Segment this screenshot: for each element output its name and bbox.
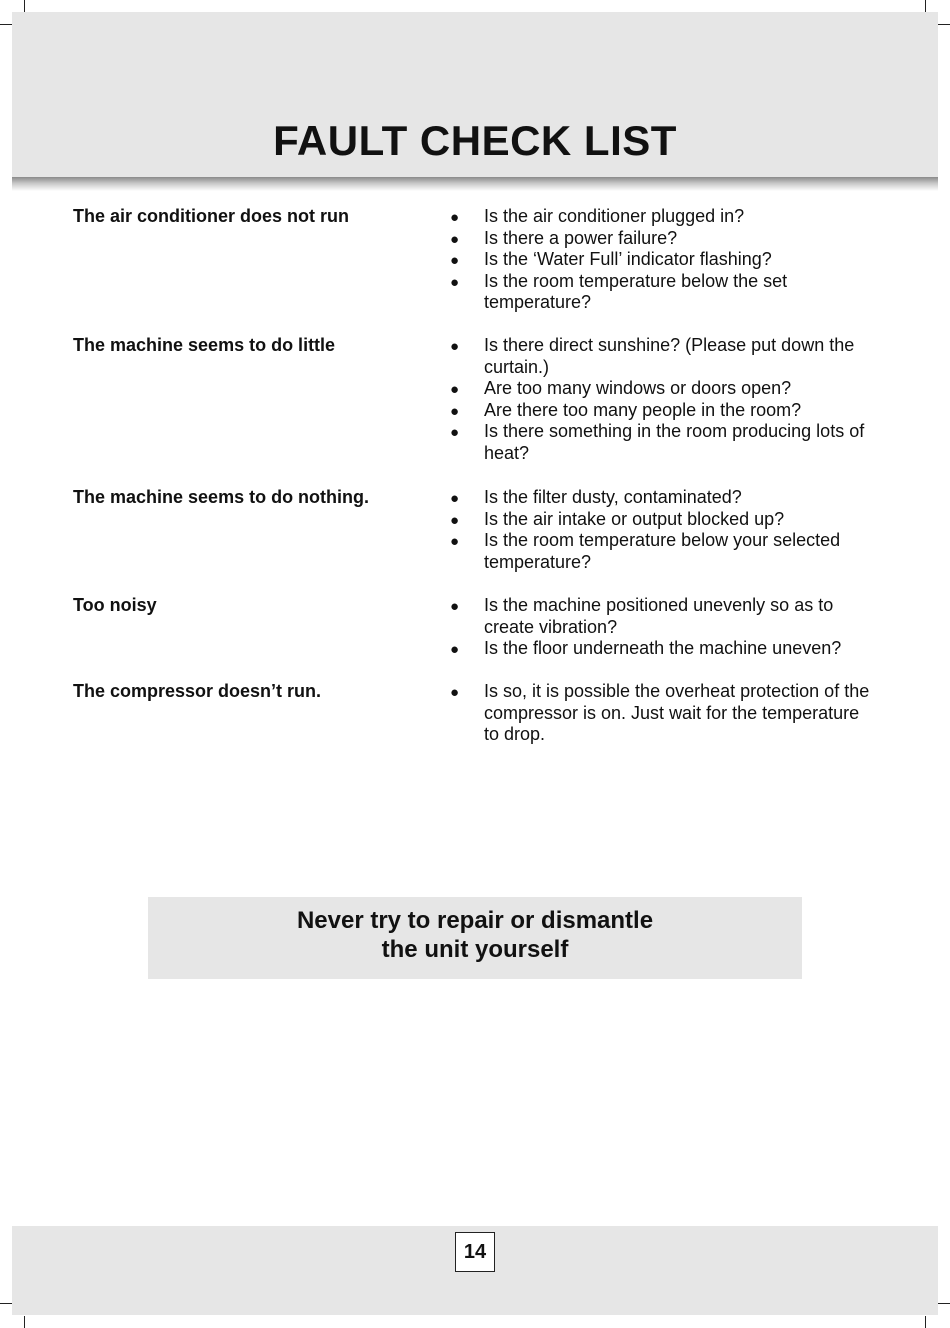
bullet-icon: ● bbox=[450, 338, 460, 355]
crop-mark bbox=[24, 0, 25, 12]
check-item bbox=[450, 509, 880, 531]
check-text: Is there a power failure? bbox=[484, 227, 678, 248]
bullet-icon: ● bbox=[450, 598, 460, 615]
check-item bbox=[450, 595, 874, 638]
check-list bbox=[450, 487, 880, 573]
check-text: Are too many windows or doors open? bbox=[484, 378, 792, 398]
bullet-icon: ● bbox=[450, 533, 460, 550]
bullet-icon: ● bbox=[450, 424, 460, 441]
bullet-icon: ● bbox=[450, 209, 460, 226]
check-item bbox=[450, 271, 824, 314]
check-item bbox=[450, 206, 880, 228]
fault-label: Too noisy bbox=[73, 595, 157, 615]
check-item bbox=[450, 530, 884, 573]
check-text: Is the room temperature below your selected temperature? bbox=[484, 530, 841, 572]
bullet-icon: ● bbox=[450, 490, 460, 507]
check-item bbox=[450, 400, 880, 422]
warning-line-1: Never try to repair or dismantle bbox=[296, 907, 654, 934]
check-item bbox=[450, 487, 880, 509]
page-title: FAULT CHECK LIST bbox=[273, 117, 677, 164]
check-text: Is the ‘Water Full’ indicator flashing? bbox=[484, 249, 772, 269]
check-text: Is the air conditioner plugged in? bbox=[484, 206, 745, 226]
check-text: Is the filter dusty, contaminated? bbox=[484, 487, 742, 507]
crop-mark bbox=[925, 0, 926, 12]
check-item bbox=[450, 335, 864, 378]
check-text: Is the machine positioned unevenly so as to create vibration? bbox=[484, 595, 834, 637]
crop-mark bbox=[0, 1303, 12, 1304]
check-item bbox=[450, 228, 880, 250]
header-shadow bbox=[12, 177, 938, 191]
check-text: Is there something in the room producing lots of heat? bbox=[484, 421, 865, 463]
bullet-icon: ● bbox=[450, 641, 460, 658]
crop-mark bbox=[925, 1316, 926, 1328]
check-list bbox=[450, 681, 880, 746]
bullet-icon: ● bbox=[450, 381, 460, 398]
check-list bbox=[450, 335, 880, 464]
bullet-icon: ● bbox=[450, 230, 460, 248]
crop-mark bbox=[938, 1303, 950, 1304]
check-text: Is the air intake or output blocked up? bbox=[484, 508, 785, 529]
warning-box bbox=[148, 897, 802, 979]
check-list bbox=[450, 595, 880, 660]
bullet-icon: ● bbox=[450, 511, 460, 529]
crop-mark bbox=[0, 24, 12, 25]
check-item bbox=[450, 681, 879, 746]
bullet-icon: ● bbox=[450, 684, 460, 701]
bullet-icon: ● bbox=[450, 402, 460, 420]
check-item bbox=[450, 249, 880, 271]
check-text: Are there too many people in the room? bbox=[484, 399, 802, 420]
fault-label: The machine seems to do little bbox=[73, 335, 336, 355]
check-text: Is the room temperature below the set temperature? bbox=[484, 270, 788, 312]
check-text: Is the floor underneath the machine uneven? bbox=[484, 638, 842, 658]
check-list bbox=[450, 206, 880, 314]
fault-label: The air conditioner does not run bbox=[73, 206, 350, 226]
fault-label: The machine seems to do nothing. bbox=[73, 487, 370, 507]
bullet-icon: ● bbox=[450, 252, 460, 269]
bullet-icon: ● bbox=[450, 273, 460, 291]
crop-mark bbox=[938, 24, 950, 25]
check-item bbox=[450, 421, 884, 464]
check-text: Is there direct sunshine? (Please put down the curtain.) bbox=[484, 335, 855, 377]
check-text: Is so, it is possible the overheat protection of the compressor is on. Just wait for the temperature to drop. bbox=[484, 681, 870, 744]
check-item bbox=[450, 638, 880, 660]
page-number: 14 bbox=[455, 1232, 495, 1272]
fault-label: The compressor doesn’t run. bbox=[73, 681, 322, 701]
crop-mark bbox=[24, 1316, 25, 1328]
check-item bbox=[450, 378, 880, 400]
warning-line-2: the unit yourself bbox=[381, 936, 569, 963]
